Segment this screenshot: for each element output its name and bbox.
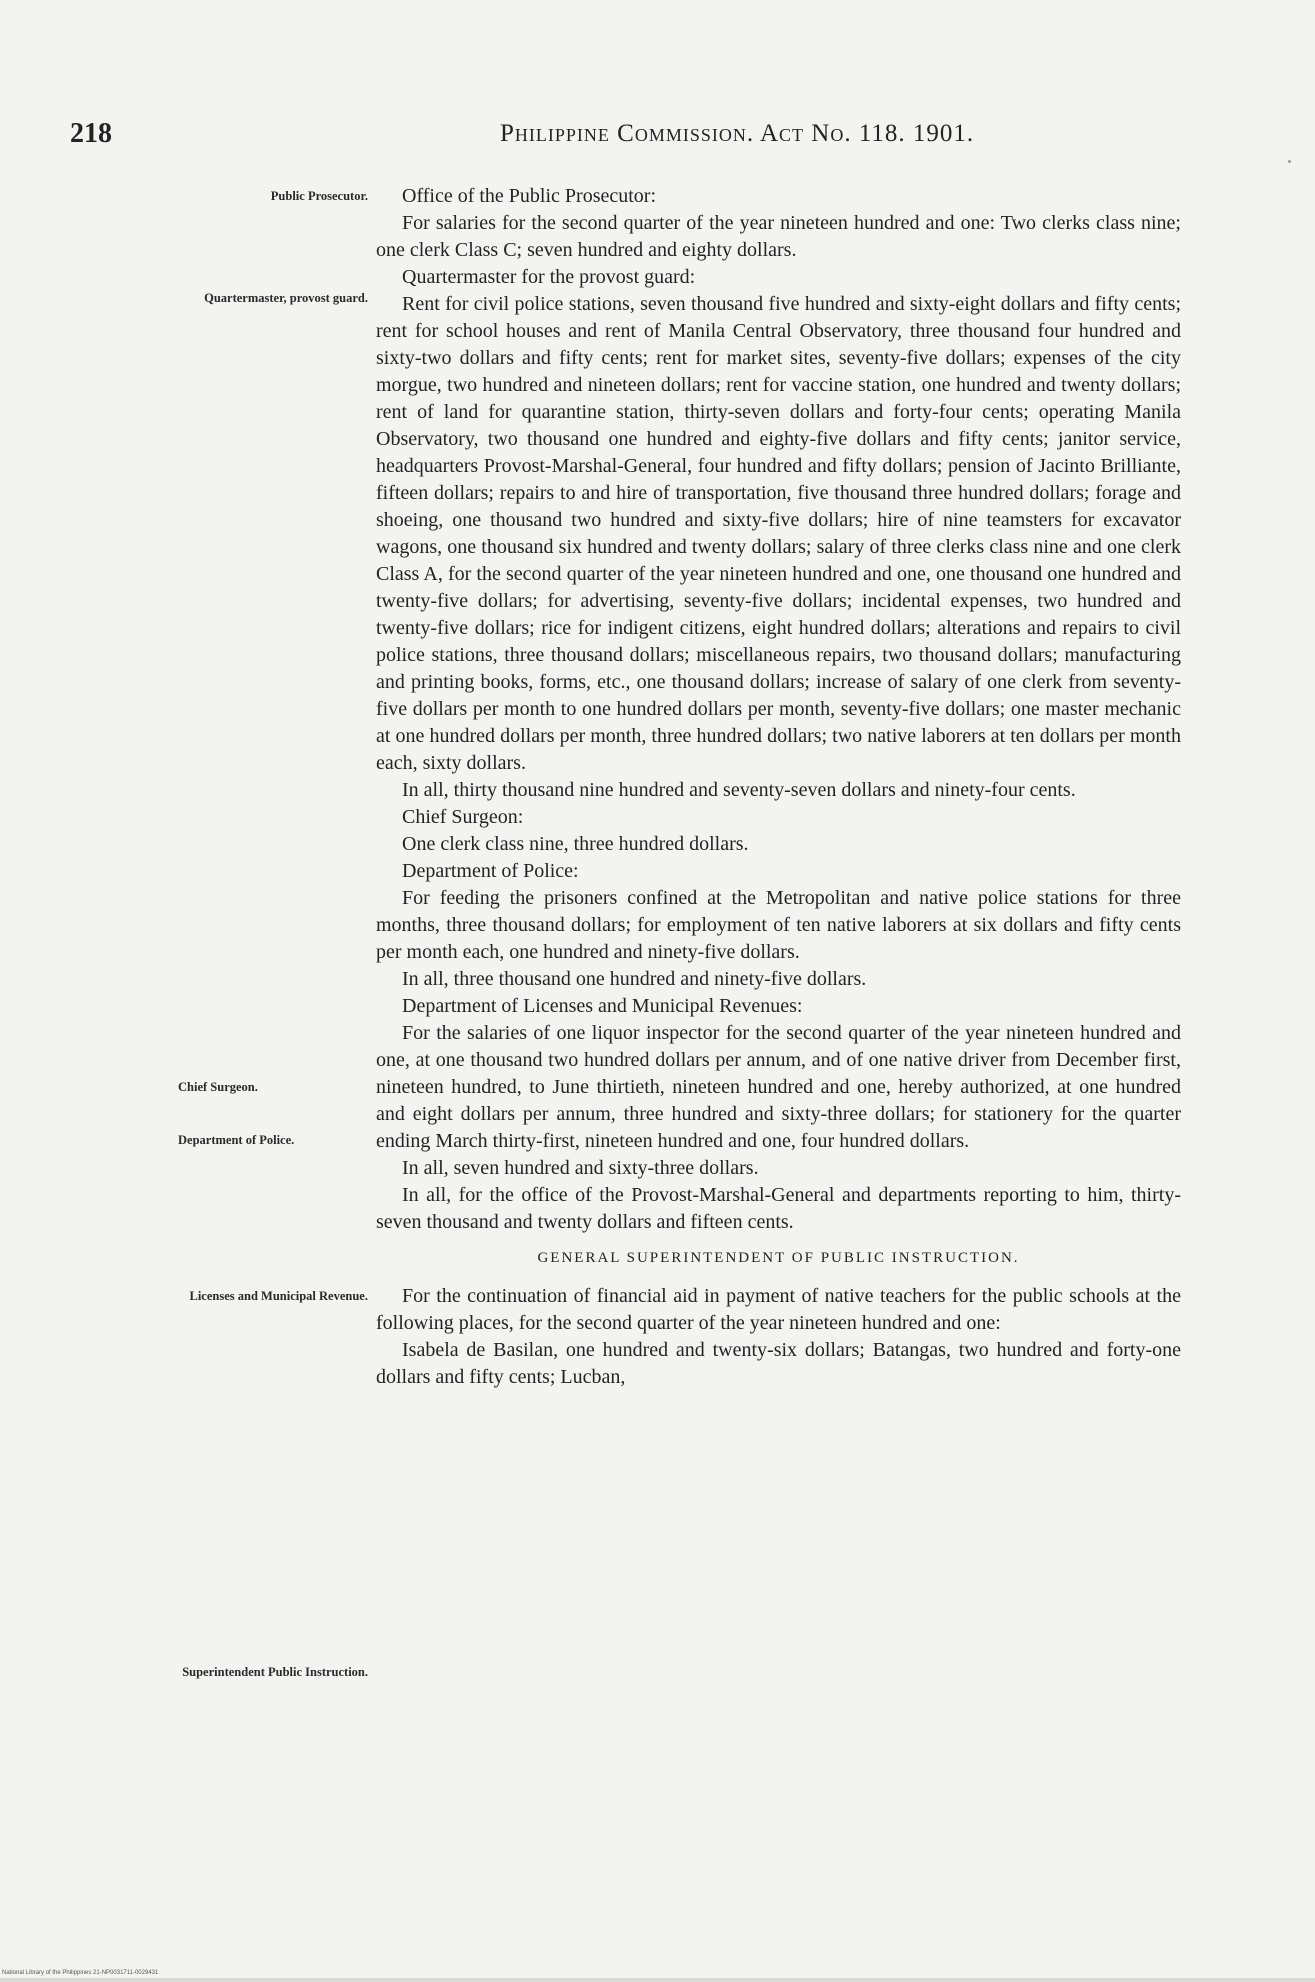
paragraph-public-instruction-places: Isabela de Basilan, one hundred and twenty-six dollars; Batangas, two hundred and forty-one dollars and fifty cents; Lucban,: [376, 1339, 1181, 1388]
paragraph-licenses-total: In all, seven hundred and sixty-three dollars.: [402, 1157, 759, 1179]
paragraph-quartermaster-total: In all, thirty thousand nine hundred and seventy-seven dollars and ninety-four cents.: [402, 779, 1076, 801]
paragraph-chief-surgeon: One clerk class nine, three hundred dollars.: [402, 833, 749, 855]
office-heading-police: Department of Police:: [402, 860, 579, 882]
paragraph-police-items: For feeding the prisoners confined at the Metropolitan and native police stations for three months, three thousand dollars; for employment of ten native laborers at six dollars and fifty cents per month each, one hundred and ninety-five dollars.: [376, 887, 1181, 963]
paragraph-quartermaster-items: Rent for civil police stations, seven thousand five hundred and sixty-eight dollars and fifty cents; rent for school houses and rent of Manila Central Observatory, three thousand four hundred and sixty-two dollars and fifty cents; rent for market sites, seventy-five dollars; expenses of the city morgue, two hundred and nineteen dollars; rent for vaccine station, one hundred and twenty dollars; rent of land for quarantine station, thirty-seven dollars and forty-four cents; operating Manila Observatory, two thousand one hundred and eighty-five dollars and fifty cents; janitor service, headquarters Provost-Marshal-General, four hundred and fifty dollars; pension of Jacinto Brilliante, fifteen dollars; repairs to and hire of transportation, five thousand three hundred dollars; forage and shoeing, one thousand two hundred and sixty-five dollars; hire of nine teamsters for excavator wagons, one thousand six hundred and twenty dollars; salary of three clerks class nine and one clerk Class A, for the second quarter of the year nineteen hundred and one, one thousand one hundred and twenty-five dollars; for advertising, seventy-five dollars; incidental expenses, two hundred and twenty-five dollars; rice for indigent citizens, eight hundred dollars; alterations and repairs to civil police stations, three thousand dollars; miscellaneous repairs, two thousand dollars; manufacturing and printing books, forms, etc., one thousand dollars; increase of salary of one clerk from seventy-five dollars per month to one hundred dollars per month, seventy-five dollars; one master mechanic at one hundred dollars per month, three hundred dollars; two native laborers at ten dollars per month each, sixty dollars.: [376, 293, 1181, 774]
office-heading-quartermaster: Quartermaster for the provost guard:: [402, 266, 696, 288]
paragraph-public-prosecutor-salaries: For salaries for the second quarter of the year nineteen hundred and one: Two clerks class nine; one clerk Class C; seven hundred and eighty dollars.: [376, 212, 1181, 261]
margin-note-department-police: Department of Police.: [178, 1133, 295, 1147]
office-heading-chief-surgeon: Chief Surgeon:: [402, 806, 524, 828]
margin-note-chief-surgeon: Chief Surgeon.: [178, 1080, 258, 1094]
page-number: 218: [70, 118, 112, 149]
document-body: [376, 183, 1181, 1391]
scan-speck: [1288, 160, 1291, 163]
margin-note-licenses: Licenses and Municipal Revenue.: [189, 1289, 368, 1303]
paragraph-police-total: In all, three thousand one hundred and ninety-five dollars.: [402, 968, 867, 990]
paragraph-public-instruction-intro: For the continuation of financial aid in payment of native teachers for the public schools at the following places, for the second quarter of the year nineteen hundred and one:: [376, 1285, 1181, 1334]
paragraph-provost-total: In all, for the office of the Provost-Marshal-General and departments reporting to him, thirty-seven thousand and twenty dollars and fifteen cents.: [376, 1184, 1181, 1233]
margin-note-public-prosecutor: Public Prosecutor.: [270, 189, 368, 203]
library-stamp: National Library of the Philippines 21-NP0031711-0029431: [2, 1970, 159, 1976]
office-heading-licenses: Department of Licenses and Municipal Revenues:: [402, 995, 803, 1017]
scan-bottom-edge: [0, 1978, 1315, 1982]
office-heading-public-prosecutor: Office of the Public Prosecutor:: [402, 185, 657, 207]
margin-note-superintendent: Superintendent Public Instruction.: [182, 1665, 368, 1679]
margin-note-quartermaster: Quartermaster, provost guard.: [204, 291, 368, 305]
paragraph-licenses-items: For the salaries of one liquor inspector for the second quarter of the year nineteen hundred and one, at one thousand two hundred dollars per annum, and of one native driver from December first, nineteen hundred, to June thirtieth, nineteen hundred and one, hereby authorized, at one hundred and eight dollars per annum, three hundred and sixty-three dollars; for stationery for the quarter ending March thirty-first, nineteen hundred and one, four hundred dollars.: [376, 1022, 1181, 1152]
section-heading-public-instruction: GENERAL SUPERINTENDENT OF PUBLIC INSTRUCTION.: [537, 1250, 1020, 1266]
page-header: [70, 118, 1180, 158]
running-head: Philippine Commission. Act No. 118. 1901.: [500, 120, 975, 147]
